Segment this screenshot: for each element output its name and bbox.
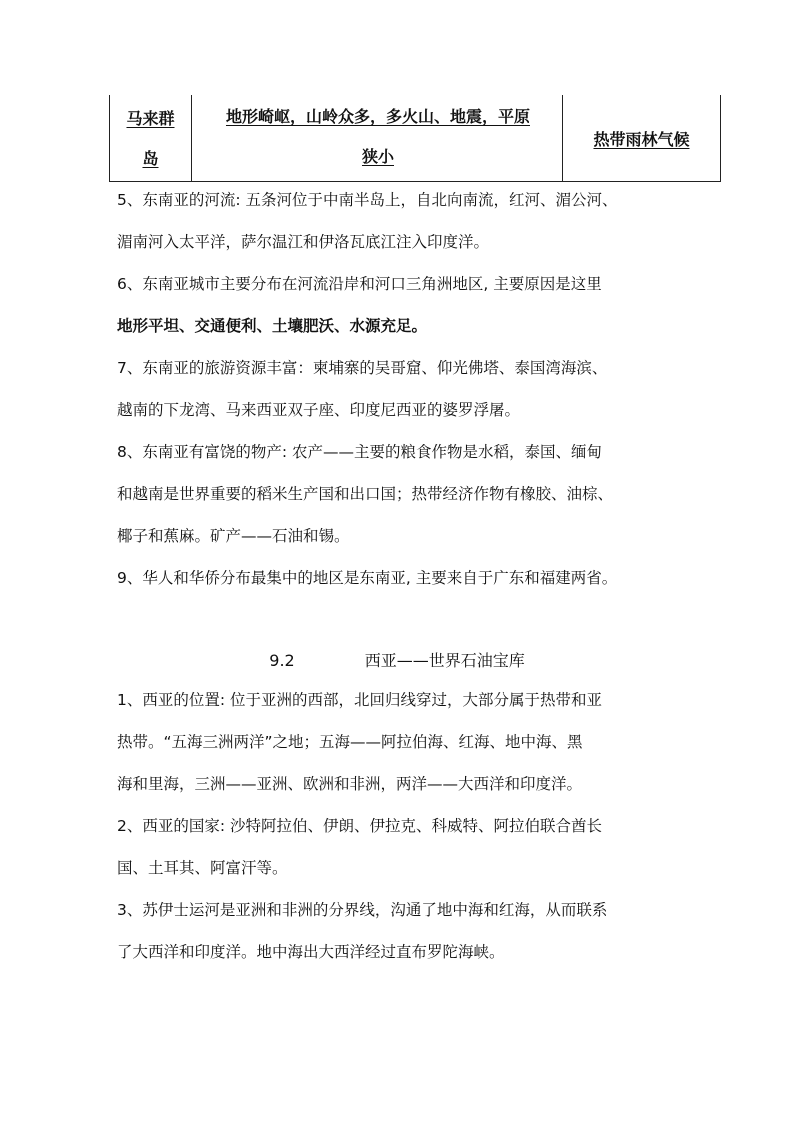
text-line: 越南的下龙湾、马来西亚双子座、印度尼西亚的婆罗浮屠。 [117, 401, 521, 419]
text-line: 2、西亚的国家: 沙特阿拉伯、伊朗、伊拉克、科威特、阿拉伯联合酋长 [117, 817, 603, 835]
text-line: 和越南是世界重要的稻米生产国和出口国；热带经济作物有橡胶、油棕、 [117, 485, 614, 503]
text-line: 国、土耳其、阿富汗等。 [117, 859, 288, 877]
region-cell [110, 95, 192, 182]
terrain-text-line2: 狭小 [361, 147, 394, 166]
text-line: 9、华人和华侨分布最集中的地区是东南亚, 主要来自于广东和福建两省。 [117, 569, 618, 587]
text-line: 8、东南亚有富饶的物产: 农产——主要的粮食作物是水稻，泰国、缅甸 [117, 443, 603, 461]
terrain-cell [192, 95, 563, 182]
section-title: 西亚——世界石油宝库 [364, 651, 525, 670]
region-name-line1: 马来群 [126, 109, 175, 128]
text-line: 湄南河入太平洋，萨尔温江和伊洛瓦底江注入印度洋。 [117, 233, 490, 251]
text-line: 7、东南亚的旅游资源丰富：柬埔寨的吴哥窟、仰光佛塔、泰国湾海滨、 [117, 359, 608, 377]
text-line: 3、苏伊士运河是亚洲和非洲的分界线，沟通了地中海和红海，从而联系 [117, 901, 608, 919]
west-asia-notes [117, 686, 707, 980]
section-heading [0, 648, 794, 674]
text-line: 5、东南亚的河流: 五条河位于中南半岛上，自北向南流，红河、湄公河、 [117, 191, 618, 209]
text-line: 海和里海，三洲——亚洲、欧洲和非洲，两洋——大西洋和印度洋。 [117, 775, 583, 793]
geography-table [109, 95, 721, 182]
region-name-line2: 岛 [142, 149, 159, 168]
text-line: 椰子和蕉麻。矿产——石油和锡。 [117, 527, 350, 545]
southeast-asia-notes [117, 186, 707, 606]
section-number: 9.2 [269, 651, 295, 670]
text-line: 1、西亚的位置: 位于亚洲的西部，北回归线穿过，大部分属于热带和亚 [117, 691, 603, 709]
climate-cell [563, 95, 721, 182]
climate-text: 热带雨林气候 [593, 129, 690, 149]
text-line: 了大西洋和印度洋。地中海出大西洋经过直布罗陀海峡。 [117, 943, 505, 961]
text-line: 热带。“五海三洲两洋”之地；五海——阿拉伯海、红海、地中海、黑 [117, 733, 583, 751]
terrain-text-line1: 地形崎岖，山岭众多，多火山、地震，平原 [225, 107, 530, 126]
text-line: 6、东南亚城市主要分布在河流沿岸和河口三角洲地区, 主要原因是这里 [117, 275, 602, 293]
table-row [110, 95, 721, 182]
text-line: 地形平坦、交通便利、土壤肥沃、水源充足。 [117, 317, 428, 335]
